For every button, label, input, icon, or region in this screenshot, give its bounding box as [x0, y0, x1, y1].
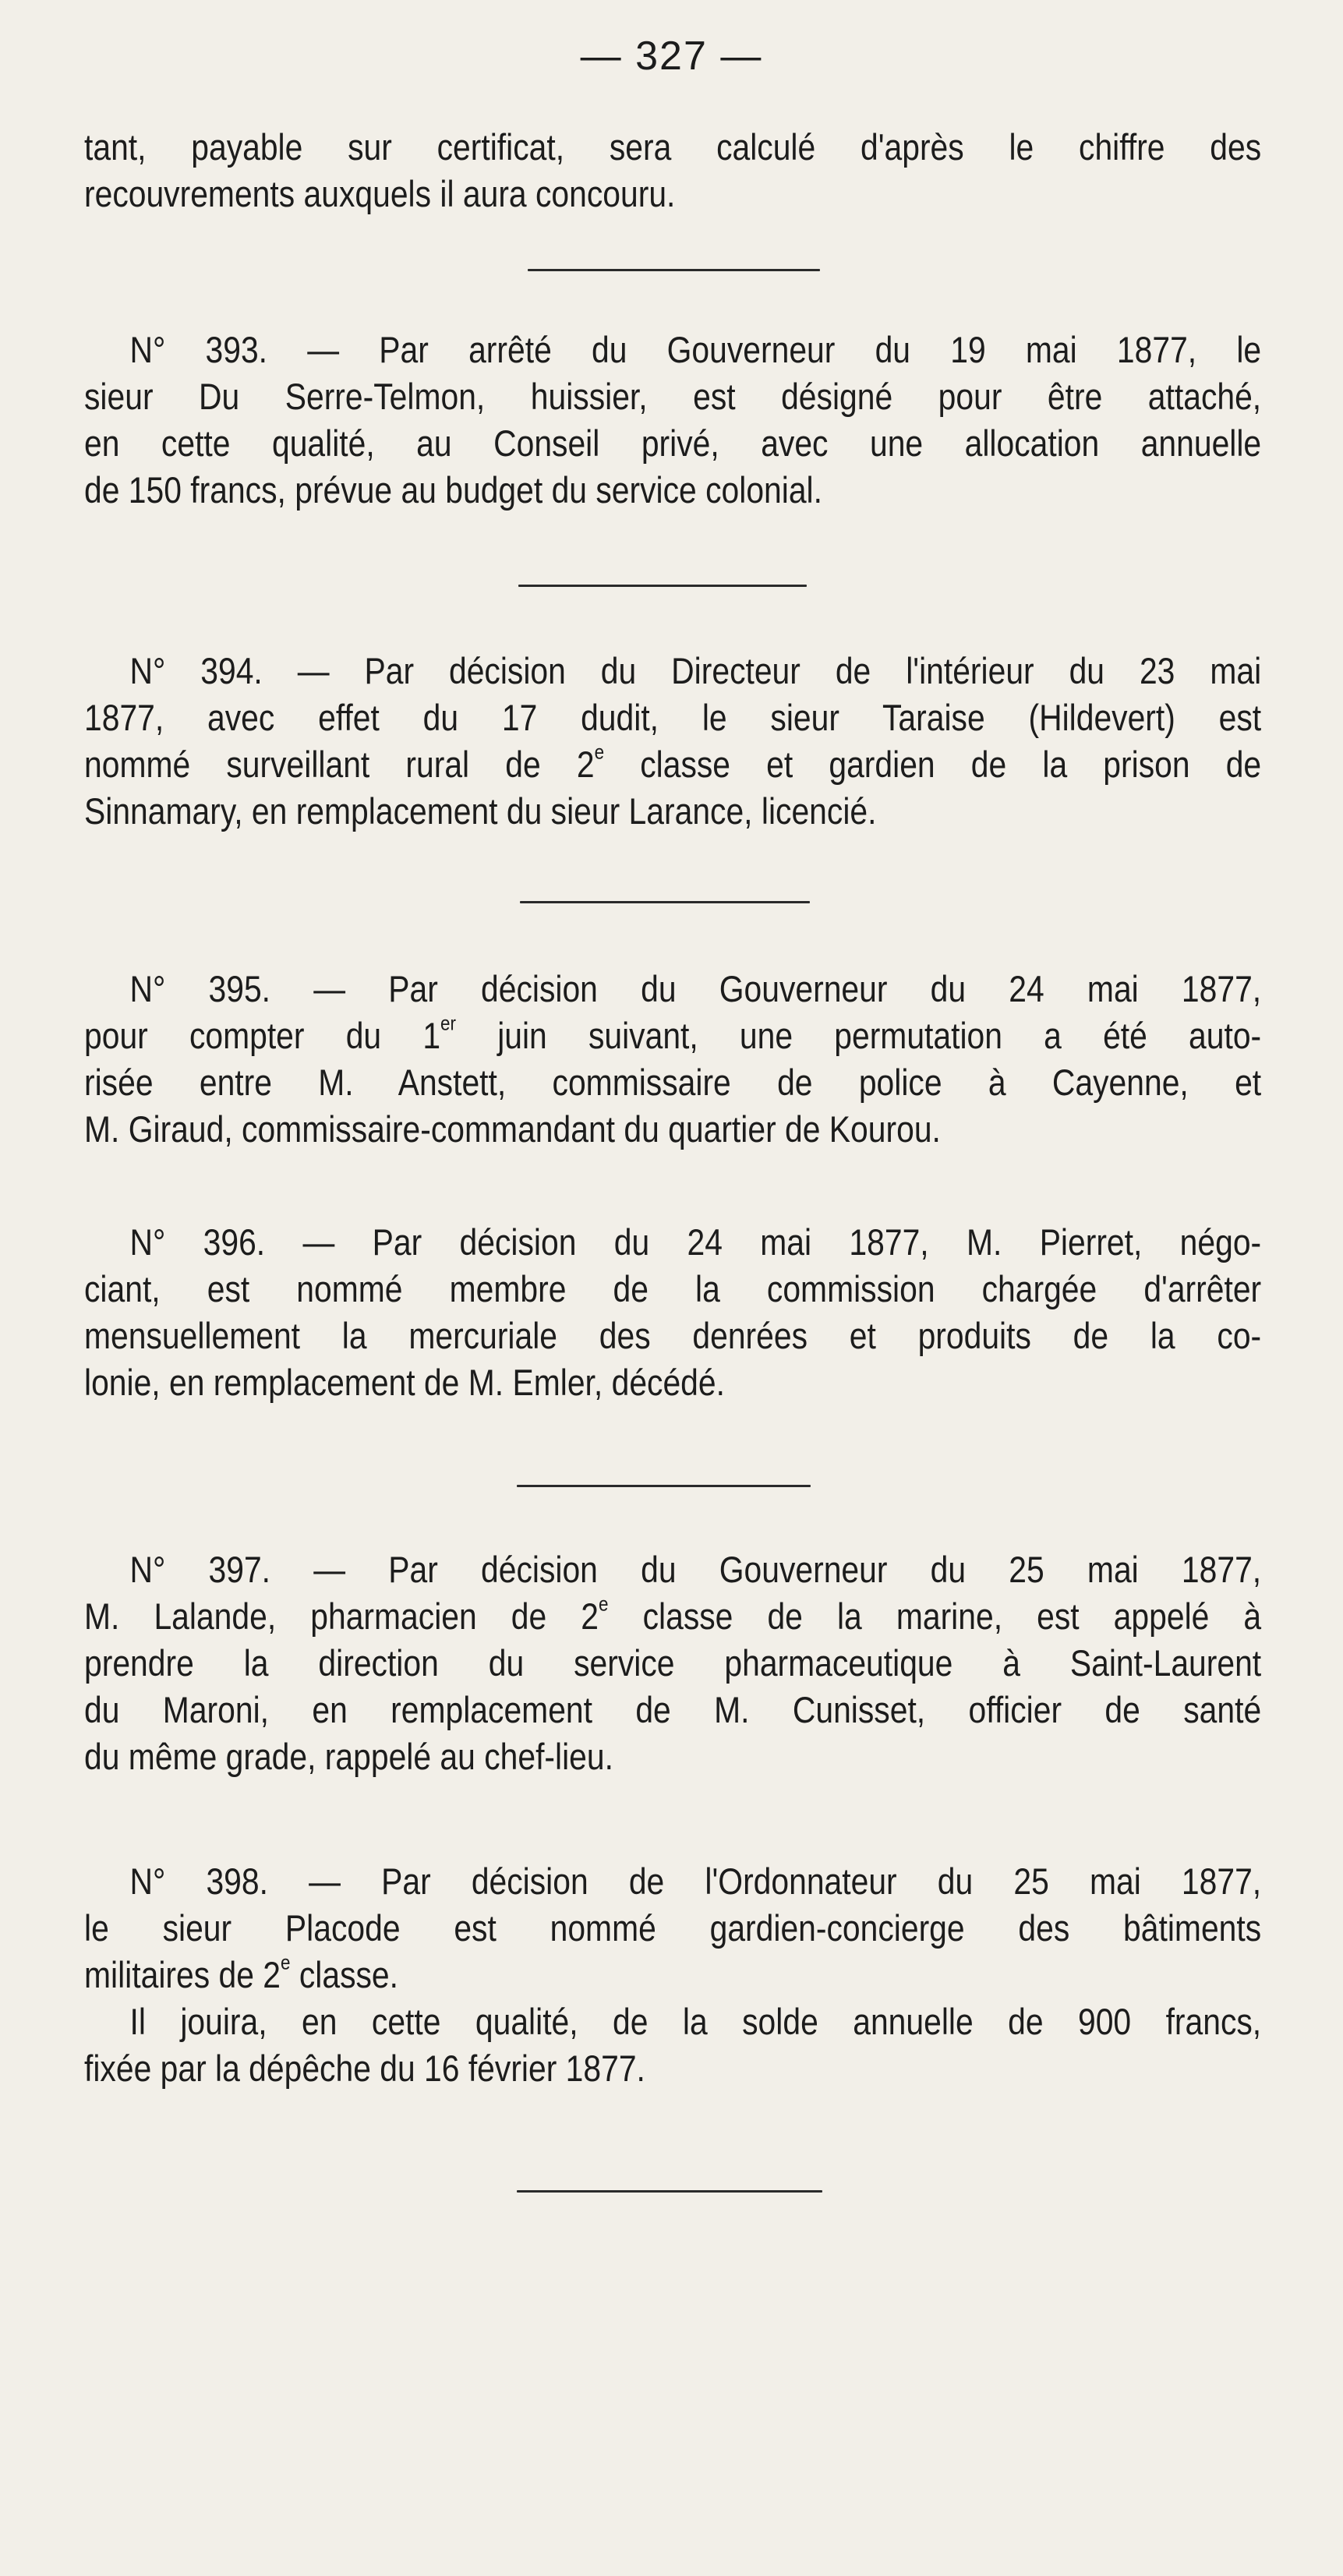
- entry-394: [84, 648, 1261, 836]
- text-line: 1877, avec effet du 17 dudit, le sieur Taraise (Hildevert) est: [84, 698, 1262, 739]
- page-number: — 327 —: [580, 34, 763, 79]
- text-line: tant, payable sur certificat, sera calculé d'après le chiffre des: [84, 127, 1262, 168]
- text-line: nommé surveillant rural de 2e classe et gardien de la prison de: [84, 740, 1262, 786]
- text-line: N° 396. — Par décision du 24 mai 1877, M. Pierret, négo-: [129, 1222, 1262, 1263]
- text-line: ciant, est nommé membre de la commission chargée d'arrêter: [84, 1269, 1262, 1310]
- text-line: de 150 francs, prévue au budget du service colonial.: [84, 470, 822, 511]
- text-line: N° 393. — Par arrêté du Gouverneur du 19 mai 1877, le: [129, 330, 1262, 371]
- text-line: militaires de 2e classe.: [84, 1950, 399, 1996]
- continuation-paragraph: [84, 125, 1261, 218]
- entry-397: [84, 1547, 1261, 1781]
- entry-398: [84, 1859, 1261, 2093]
- separator-rule: [517, 2190, 822, 2193]
- separator-rule: [517, 1485, 811, 1487]
- text-line: risée entre M. Anstett, commissaire de police à Cayenne, et: [84, 1062, 1262, 1104]
- separator-rule: [518, 585, 807, 587]
- text-line: M. Lalande, pharmacien de 2e classe de la marine, est appelé à: [84, 1592, 1262, 1638]
- text-line: sieur Du Serre-Telmon, huissier, est désigné pour être attaché,: [84, 376, 1262, 418]
- text-line: recouvrements auxquels il aura concouru.: [84, 174, 676, 215]
- text-line: pour compter du 1er juin suivant, une permutation a été auto-: [84, 1011, 1262, 1057]
- entry-395: [84, 966, 1261, 1154]
- entry-393: [84, 327, 1261, 514]
- text-line: Sinnamary, en remplacement du sieur Larance, licencié.: [84, 791, 877, 832]
- text-line: M. Giraud, commissaire-commandant du quartier de Kourou.: [84, 1109, 941, 1150]
- text-line: N° 394. — Par décision du Directeur de l'intérieur du 23 mai: [129, 651, 1262, 692]
- text-line: Il jouira, en cette qualité, de la solde annuelle de 900 francs,: [129, 2002, 1262, 2043]
- text-line: du Maroni, en remplacement de M. Cunisset, officier de santé: [84, 1690, 1262, 1731]
- text-line: le sieur Placode est nommé gardien-concierge des bâtiments: [84, 1908, 1262, 1949]
- separator-rule: [528, 269, 820, 271]
- text-line: lonie, en remplacement de M. Emler, décédé.: [84, 1362, 725, 1404]
- text-line: fixée par la dépêche du 16 février 1877.: [84, 2048, 645, 2090]
- text-line: N° 398. — Par décision de l'Ordonnateur du 25 mai 1877,: [129, 1861, 1262, 1903]
- text-line: N° 395. — Par décision du Gouverneur du 24 mai 1877,: [129, 969, 1262, 1010]
- text-line: en cette qualité, au Conseil privé, avec une allocation annuelle: [84, 423, 1262, 465]
- text-line: N° 397. — Par décision du Gouverneur du 25 mai 1877,: [129, 1549, 1262, 1591]
- separator-rule: [520, 901, 810, 903]
- text-line: prendre la direction du service pharmaceutique à Saint-Laurent: [84, 1643, 1262, 1684]
- entry-396: [84, 1220, 1261, 1407]
- text-line: du même grade, rappelé au chef-lieu.: [84, 1737, 613, 1778]
- text-line: mensuellement la mercuriale des denrées et produits de la co-: [84, 1316, 1262, 1357]
